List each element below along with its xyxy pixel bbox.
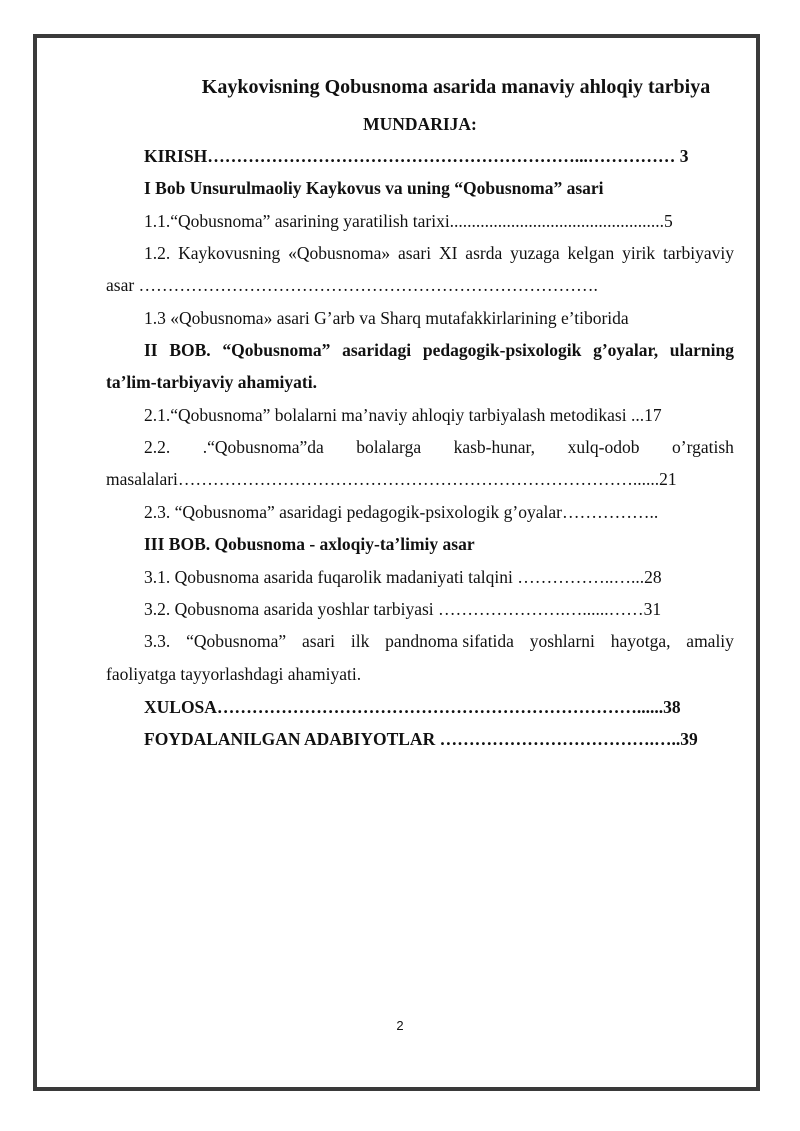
toc-entry-3-3 [144,631,734,652]
word: 2.2. [144,437,171,457]
toc-entry-chapter-2 [144,340,734,361]
toc-entry-conclusion: XULOSA………………………………………………………………......38 [144,697,681,717]
word: bolalarga [356,437,422,457]
word: Kaykovusning [178,243,281,263]
toc-entry-1-3: 1.3 «Qobusnoma» asari G’arb va Sharq mutafakkirlarining e’tiborida [144,308,629,328]
word: XI [438,243,458,263]
toc-heading: MUNDARIJA: [363,114,477,134]
word: yirik [622,243,656,263]
word: kasb-hunar, [453,437,536,457]
word: yoshlarni [529,631,595,651]
word: II [144,340,158,360]
word: hayotga, [610,631,671,651]
word: asari [302,631,336,651]
toc-entry-chapter-1: I Bob Unsurulmaoliy Kaykovus va uning “Qobusnoma” asari [144,178,604,198]
toc-entry-3-1: 3.1. Qobusnoma asarida fuqarolik madaniyati talqini ……………..…...28 [144,567,662,587]
word: ilk [350,631,370,651]
toc-entry-3-2: 3.2. Qobusnoma asarida yoshlar tarbiyasi ………………….…......……31 [144,599,662,619]
word: BOB. [169,340,211,360]
toc-entry-references: FOYDALANILGAN ADABIYOTLAR ……………………………….…..39 [144,729,698,749]
word: .“Qobusnoma”da [202,437,324,457]
toc-entry-1-1: 1.1.“Qobusnoma” asarining yaratilish tarixi.................................................5 [144,211,673,231]
word: g’oyalar, [593,340,659,360]
word: kelgan [567,243,615,263]
toc-entry-chapter-3: III BOB. Qobusnoma - axloqiy-ta’limiy asar [144,534,475,554]
word: asaridagi [342,340,412,360]
word: yuzaga [510,243,560,263]
toc-entry-2-3: 2.3. “Qobusnoma” asaridagi pedagogik-psixologik g’oyalar…………….. [144,502,659,522]
toc-entry-2-1: 2.1.“Qobusnoma” bolalarni ma’naviy ahloqiy tarbiyalash metodikasi ...17 [144,405,662,425]
toc-entry-2-2 [144,437,734,458]
word: 3.3. [144,631,171,651]
toc-entry-1-2-continuation: asar ……………………………………………………………………. [106,275,598,295]
word: amaliy [686,631,734,651]
toc-entry-3-3-continuation: faoliyatga tayyorlashdagi ahamiyati. [106,664,362,684]
word: asari [398,243,432,263]
word: 1.2. [144,243,171,263]
toc-entry-chapter-2-continuation: ta’lim-tarbiyaviy ahamiyati. [106,372,317,392]
word: “Qobusnoma” [186,631,287,651]
toc-entry-kirish: KIRISH………………………………………………………...…………… 3 [144,146,689,166]
document-title: Kaykovisning Qobusnoma asarida manaviy ahloqiy tarbiya [201,76,711,98]
word: pedagogik-psixologik [422,340,582,360]
word: asrda [465,243,503,263]
word: ularning [669,340,734,360]
word: tarbiyaviy [663,243,734,263]
toc-entry-1-2 [144,243,734,264]
word: “Qobusnoma” [222,340,331,360]
word: «Qobusnoma» [288,243,391,263]
word: xulq-odob [567,437,640,457]
page-number: 2 [396,1018,404,1033]
toc-entry-2-2-continuation: masalalari……………………………………………………………………......21 [106,469,677,489]
word: pandnoma sifatida [385,631,514,651]
word: o’rgatish [672,437,734,457]
